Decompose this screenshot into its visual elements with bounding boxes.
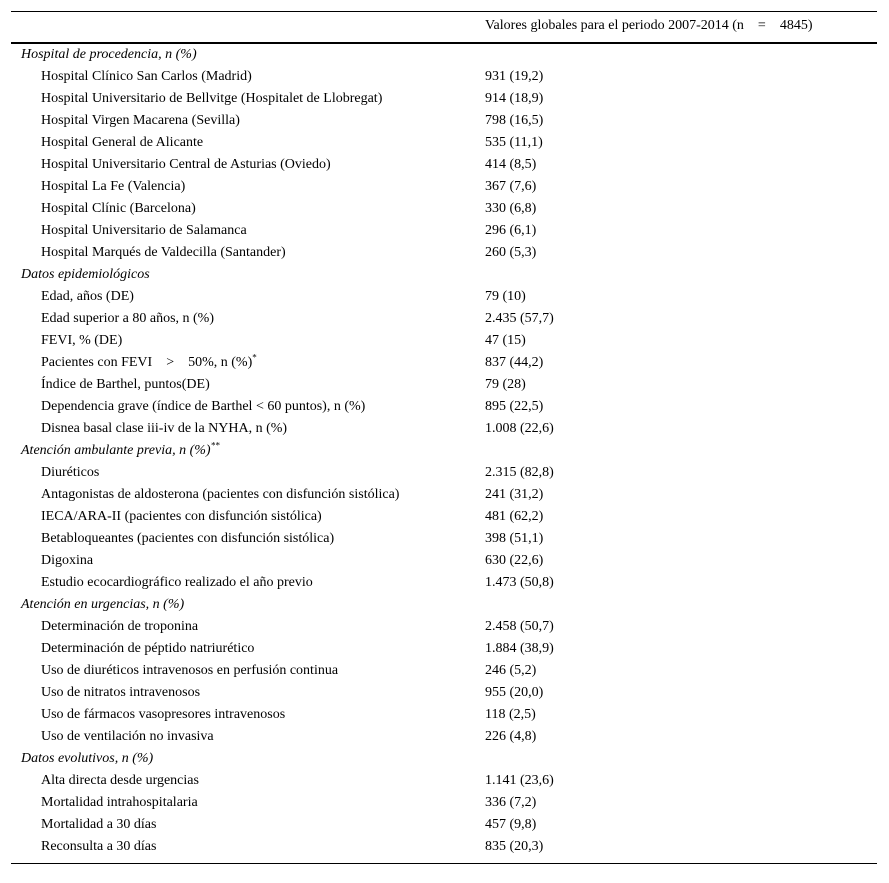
row-value: 914 (18,9)	[485, 91, 544, 106]
label-text: Uso de nitratos intravenosos	[41, 685, 201, 700]
section-header-row	[11, 440, 877, 462]
section-header-row	[11, 748, 877, 770]
label-text: Hospital La Fe (Valencia)	[41, 179, 186, 194]
row-label	[41, 396, 365, 418]
row-value: 296 (6,1)	[485, 223, 537, 238]
row-value: 414 (8,5)	[485, 157, 537, 172]
row-value: 837 (44,2)	[485, 355, 544, 370]
label-text: Alta directa desde urgencias	[41, 773, 199, 788]
row-label	[41, 484, 399, 506]
table-row	[11, 484, 877, 506]
table-row	[11, 242, 877, 264]
row-value: 931 (19,2)	[485, 69, 544, 84]
label-text: Hospital de procedencia, n (%)	[21, 47, 197, 62]
row-value: 1.884 (38,9)	[485, 641, 554, 656]
label-text: Edad superior a 80 años, n (%)	[41, 311, 215, 326]
table-row	[11, 528, 877, 550]
table-row	[11, 792, 877, 814]
row-label	[41, 770, 199, 792]
table-row	[11, 572, 877, 594]
table-row	[11, 550, 877, 572]
label-text: Mortalidad a 30 días	[41, 817, 157, 832]
label-text: Betabloqueantes (pacientes con disfunción sistólica)	[41, 531, 335, 546]
row-value: 336 (7,2)	[485, 795, 537, 810]
row-value: 895 (22,5)	[485, 399, 544, 414]
label-text: Uso de ventilación no invasiva	[41, 729, 214, 744]
label-text: Uso de fármacos vasopresores intravenosos	[41, 707, 286, 722]
row-label	[41, 704, 285, 726]
row-value: 535 (11,1)	[485, 135, 543, 150]
row-label	[41, 330, 122, 352]
label-text: Datos evolutivos, n (%)	[21, 751, 154, 766]
section-label	[21, 440, 220, 462]
row-label	[41, 308, 214, 330]
table-row	[11, 506, 877, 528]
row-label	[41, 792, 198, 814]
label-text: Reconsulta a 30 días	[41, 839, 157, 854]
row-label	[41, 528, 334, 550]
row-value: 367 (7,6)	[485, 179, 537, 194]
row-value: 398 (51,1)	[485, 531, 544, 546]
table-row	[11, 726, 877, 748]
row-label	[41, 814, 156, 836]
label-text: Atención ambulante previa, n (%)	[21, 443, 211, 458]
row-label	[41, 88, 382, 110]
row-value: 2.435 (57,7)	[485, 311, 554, 326]
label-text: FEVI, % (DE)	[41, 333, 123, 348]
row-label	[41, 616, 198, 638]
row-label	[41, 638, 254, 660]
table-row	[11, 616, 877, 638]
table-row	[11, 220, 877, 242]
label-text: Hospital General de Alicante	[41, 135, 204, 150]
table-row	[11, 352, 877, 374]
table-row	[11, 176, 877, 198]
row-label	[41, 352, 257, 374]
row-value: 1.008 (22,6)	[485, 421, 554, 436]
row-value: 226 (4,8)	[485, 729, 537, 744]
label-text: Índice de Barthel, puntos(DE)	[41, 377, 210, 392]
row-value: 260 (5,3)	[485, 245, 537, 260]
row-value: 835 (20,3)	[485, 839, 544, 854]
row-label	[41, 242, 286, 264]
table-row	[11, 286, 877, 308]
row-label	[41, 418, 287, 440]
row-value: 79 (28)	[485, 377, 526, 392]
table-row	[11, 396, 877, 418]
table-row	[11, 374, 877, 396]
row-value: 630 (22,6)	[485, 553, 544, 568]
label-text: Hospital Clínico San Carlos (Madrid)	[41, 69, 252, 84]
table-row	[11, 418, 877, 440]
top-rule	[11, 11, 877, 12]
footnote-marker: **	[210, 440, 220, 451]
table-row	[11, 132, 877, 154]
row-label	[41, 176, 185, 198]
row-label	[41, 110, 240, 132]
table-row	[11, 682, 877, 704]
row-value: 1.141 (23,6)	[485, 773, 554, 788]
label-text: IECA/ARA-II (pacientes con disfunción sistólica)	[41, 509, 322, 524]
table-row	[11, 814, 877, 836]
section-label	[21, 594, 184, 616]
row-value: 457 (9,8)	[485, 817, 537, 832]
row-label	[41, 660, 338, 682]
label-text: Dependencia grave (índice de Barthel < 60 puntos), n (%)	[41, 399, 366, 414]
label-text: Atención en urgencias, n (%)	[21, 597, 185, 612]
label-text: Hospital Universitario de Salamanca	[41, 223, 247, 238]
label-text: Determinación de péptido natriurético	[41, 641, 255, 656]
label-text: Digoxina	[41, 553, 94, 568]
footnote-marker: *	[252, 352, 257, 363]
section-label	[21, 44, 197, 66]
row-label	[41, 836, 156, 858]
label-text: Diuréticos	[41, 465, 100, 480]
row-label	[41, 462, 99, 484]
label-text: Determinación de troponina	[41, 619, 199, 634]
label-text: Hospital Universitario Central de Asturias (Oviedo)	[41, 157, 331, 172]
row-label	[41, 572, 313, 594]
label-text: Antagonistas de aldosterona (pacientes con disfunción sistólica)	[41, 487, 400, 502]
table-row	[11, 308, 877, 330]
label-text: Datos epidemiológicos	[21, 267, 150, 282]
table-row	[11, 462, 877, 484]
table-row	[11, 110, 877, 132]
section-header-row	[11, 594, 877, 616]
label-text: Hospital Virgen Macarena (Sevilla)	[41, 113, 240, 128]
label-text: Uso de diuréticos intravenosos en perfusión continua	[41, 663, 339, 678]
value-column-header: Valores globales para el periodo 2007-2014 (n = 4845)	[485, 18, 813, 33]
section-label	[21, 748, 153, 770]
row-value: 481 (62,2)	[485, 509, 544, 524]
bottom-rule	[11, 863, 877, 864]
table-row	[11, 660, 877, 682]
table-row	[11, 638, 877, 660]
table-row	[11, 66, 877, 88]
label-text: Hospital Clínic (Barcelona)	[41, 201, 196, 216]
table-row	[11, 704, 877, 726]
label-text: Estudio ecocardiográfico realizado el año previo	[41, 575, 313, 590]
row-value: 47 (15)	[485, 333, 526, 348]
row-value: 2.315 (82,8)	[485, 465, 554, 480]
row-label	[41, 726, 214, 748]
section-header-row	[11, 44, 877, 66]
section-header-row	[11, 264, 877, 286]
table-row	[11, 770, 877, 792]
label-text: Hospital Marqués de Valdecilla (Santander)	[41, 245, 286, 260]
row-label	[41, 66, 252, 88]
table-row	[11, 88, 877, 110]
table-row	[11, 330, 877, 352]
row-label	[41, 198, 196, 220]
label-text: Disnea basal clase iii-iv de la NYHA, n (%)	[41, 421, 288, 436]
row-value: 955 (20,0)	[485, 685, 544, 700]
row-value: 798 (16,5)	[485, 113, 544, 128]
row-label	[41, 374, 210, 396]
table-row	[11, 154, 877, 176]
row-value: 246 (5,2)	[485, 663, 537, 678]
label-text: Pacientes con FEVI > 50%, n (%)	[41, 355, 253, 370]
label-text: Hospital Universitario de Bellvitge (Hospitalet de Llobregat)	[41, 91, 383, 106]
row-value: 79 (10)	[485, 289, 526, 304]
label-text: Edad, años (DE)	[41, 289, 134, 304]
row-value: 1.473 (50,8)	[485, 575, 554, 590]
row-value: 118 (2,5)	[485, 707, 536, 722]
table-row	[11, 836, 877, 858]
row-value: 330 (6,8)	[485, 201, 537, 216]
row-value: 2.458 (50,7)	[485, 619, 554, 634]
row-label	[41, 154, 331, 176]
table-row	[11, 198, 877, 220]
row-label	[41, 550, 93, 572]
section-label	[21, 264, 150, 286]
row-label	[41, 132, 203, 154]
row-value: 241 (31,2)	[485, 487, 544, 502]
row-label	[41, 506, 322, 528]
label-text: Mortalidad intrahospitalaria	[41, 795, 198, 810]
row-label	[41, 682, 200, 704]
row-label	[41, 286, 134, 308]
row-label	[41, 220, 247, 242]
